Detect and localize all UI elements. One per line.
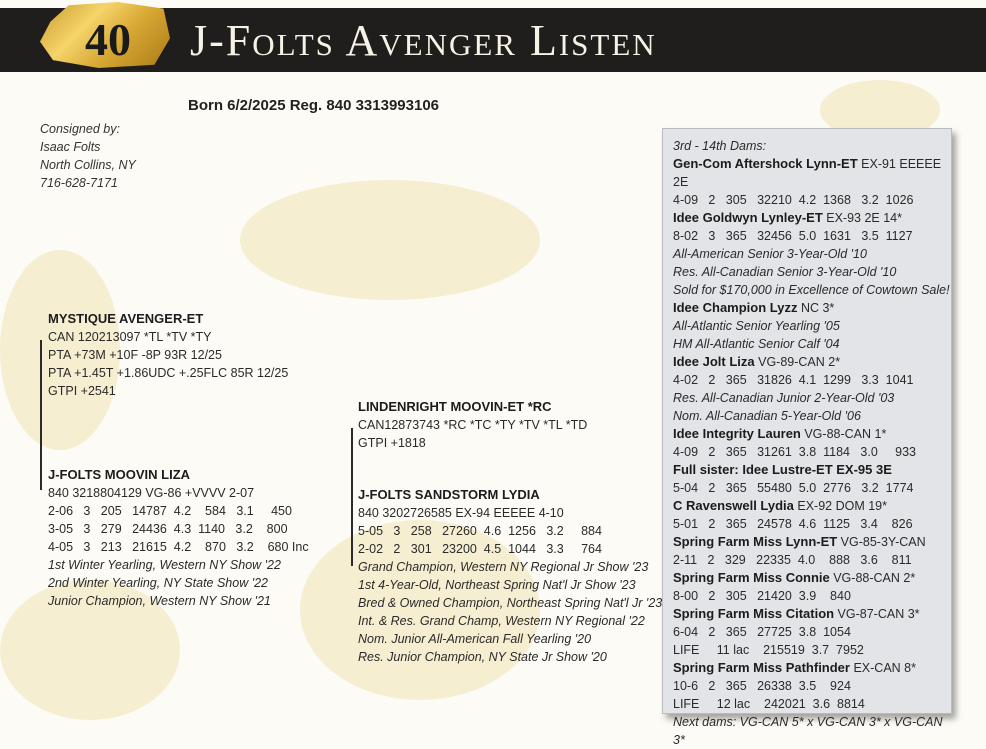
dam-entry [673, 209, 951, 227]
dam-line: 840 3218804129 VG-86 +VVVV 2-07 [48, 486, 255, 500]
dam-entry-classification: VG-87-CAN 3* [834, 607, 920, 621]
dam-entry-name: Gen-Com Aftershock Lynn-ET [673, 156, 858, 171]
dam-entry-classification: EX-92 DOM 19* [793, 499, 887, 513]
production-record: 4-02 2 365 31826 4.1 1299 3.3 1041 [673, 373, 914, 387]
granddam-honor: Grand Champion, Western NY Regional Jr Show '23 [358, 560, 649, 574]
consignor-line: North Collins, NY [40, 158, 136, 172]
granddam-honor: Res. Junior Champion, NY State Jr Show '20 [358, 650, 607, 664]
consignor-line: Isaac Folts [40, 140, 101, 154]
consignor-info [40, 120, 136, 192]
dam-entry-classification: NC 3* [797, 301, 835, 315]
page-title: J-Folts Avenger Listen [190, 16, 657, 65]
grandsire-line: CAN12873743 *RC *TC *TY *TV *TL *TD [358, 418, 588, 432]
dam-honor: All-Atlantic Senior Yearling '05 [673, 319, 840, 333]
dam-honor: Res. All-Canadian Junior 2-Year-Old '03 [673, 391, 895, 405]
dam-entry-name: Idee Goldwyn Lynley-ET [673, 210, 823, 225]
production-record: 5-04 2 365 55480 5.0 2776 3.2 1774 [673, 481, 914, 495]
dam-honor: Nom. All-Canadian 5-Year-Old '06 [673, 409, 861, 423]
dam-entry [673, 497, 951, 515]
granddam-honor: Int. & Res. Grand Champ, Western NY Regional '22 [358, 614, 645, 628]
dam-entry [673, 155, 951, 191]
pedigree-line [351, 428, 353, 566]
production-record: 3-05 3 279 24436 4.3 1140 3.2 800 [48, 522, 288, 536]
dam-honor: Res. All-Canadian Senior 3-Year-Old '10 [673, 265, 897, 279]
dam-entry-name: Idee Champion Lyzz [673, 300, 798, 315]
dam-entry-name: Spring Farm Miss Connie [673, 570, 830, 585]
dam-entry-name: Spring Farm Miss Citation [673, 606, 835, 621]
dam-honor: 1st Winter Yearling, Western NY Show '22 [48, 558, 281, 572]
production-record: 2-06 3 205 14787 4.2 584 3.1 450 [48, 504, 292, 518]
granddam-line: 840 3202726585 EX-94 EEEEE 4-10 [358, 506, 564, 520]
production-record: 2-11 2 329 22335 4.0 888 3.6 811 [673, 553, 912, 567]
dam-entry-name: C Ravenswell Lydia [673, 498, 794, 513]
granddam-honor: Nom. Junior All-American Fall Yearling '20 [358, 632, 592, 646]
production-record: 4-05 3 213 21615 4.2 870 3.2 680 Inc [48, 540, 309, 554]
granddam-honor: 1st 4-Year-Old, Northeast Spring Nat'l Jr Show '23 [358, 578, 636, 592]
dams-panel [662, 128, 952, 747]
dam-entry-name: Idee Integrity Lauren [673, 426, 801, 441]
production-record: 4-09 2 365 31261 3.8 1184 3.0 933 [673, 445, 917, 459]
dam-entry-name: Full sister: Idee Lustre-ET EX-95 3E [673, 462, 892, 477]
dam-entry [673, 659, 951, 677]
dam-entry [673, 461, 951, 479]
grandsire-line: GTPI +1818 [358, 436, 426, 450]
sire-line: PTA +1.45T +1.86UDC +.25FLC 85R 12/25 [48, 366, 289, 380]
dam-entry-classification: VG-89-CAN 2* [754, 355, 841, 369]
dam-entry [673, 299, 951, 317]
gold-splash [240, 180, 540, 300]
dam-entry-classification: EX-93 2E 14* [822, 211, 902, 225]
pedigree-line [40, 340, 42, 490]
dam-entry-classification: VG-88-CAN 1* [800, 427, 887, 441]
dam-entry-classification: EX-CAN 8* [849, 661, 916, 675]
dam-entry-classification: VG-85-3Y-CAN [837, 535, 926, 549]
dams-heading: 3rd - 14th Dams: [673, 139, 767, 153]
production-record: 8-00 2 305 21420 3.9 840 [673, 589, 851, 603]
granddam-honor: Bred & Owned Champion, Northeast Spring Nat'l Jr '23 [358, 596, 663, 610]
production-record: 4-09 2 305 32210 4.2 1368 3.2 1026 [673, 193, 914, 207]
production-record: 10-6 2 365 26338 3.5 924 [673, 679, 851, 693]
grandsire-name: LINDENRIGHT MOOVIN-ET *RC [358, 399, 552, 414]
dam-name: J-FOLTS MOOVIN LIZA [48, 467, 191, 482]
dam-entry [673, 533, 951, 551]
dam-honor: Sold for $170,000 in Excellence of Cowtown Sale! [673, 283, 950, 297]
dams-list [673, 155, 951, 749]
dam-entry-name: Spring Farm Miss Lynn-ET [673, 534, 838, 549]
sire-line: GTPI +2541 [48, 384, 116, 398]
dam-honor: Junior Champion, Western NY Show '21 [48, 594, 271, 608]
production-record: LIFE 11 lac 215519 3.7 7952 [673, 643, 864, 657]
sire-line: PTA +73M +10F -8P 93R 12/25 [48, 348, 222, 362]
consignor-line: 716-628-7171 [40, 176, 118, 190]
dam-block [48, 466, 309, 610]
dam-honor: Next dams: VG-CAN 5* x VG-CAN 3* x VG-CAN 3* [673, 715, 943, 747]
dam-entry-classification: VG-88-CAN 2* [829, 571, 916, 585]
sire-name: MYSTIQUE AVENGER-ET [48, 311, 204, 326]
dam-entry [673, 569, 951, 587]
production-record: 8-02 3 365 32456 5.0 1631 3.5 1127 [673, 229, 913, 243]
dam-entry [673, 605, 951, 623]
dam-entry [673, 425, 951, 443]
granddam-name: J-FOLTS SANDSTORM LYDIA [358, 487, 540, 502]
sire-block [48, 310, 288, 400]
grandsire-block [358, 398, 587, 452]
dam-honor: HM All-Atlantic Senior Calf '04 [673, 337, 840, 351]
production-record: LIFE 12 lac 242021 3.6 8814 [673, 697, 865, 711]
dam-entry [673, 353, 951, 371]
dam-honor: All-American Senior 3-Year-Old '10 [673, 247, 867, 261]
dam-honor: 2nd Winter Yearling, NY State Show '22 [48, 576, 269, 590]
consignor-line: Consigned by: [40, 122, 120, 136]
dam-entry-name: Spring Farm Miss Pathfinder [673, 660, 850, 675]
lot-number: 40 [85, 14, 131, 65]
granddam-block [358, 486, 662, 666]
production-record: 5-01 2 365 24578 4.6 1125 3.4 826 [673, 517, 913, 531]
sire-line: CAN 120213097 *TL *TV *TY [48, 330, 212, 344]
production-record: 5-05 3 258 27260 4.6 1256 3.2 884 [358, 524, 602, 538]
production-record: 6-04 2 365 27725 3.8 1054 [673, 625, 851, 639]
dam-entry-classification: EX-91 EEEEE 2E [673, 157, 942, 189]
dam-entry-name: Idee Jolt Liza [673, 354, 755, 369]
birth-registration: Born 6/2/2025 Reg. 840 3313993106 [188, 97, 440, 114]
production-record: 2-02 2 301 23200 4.5 1044 3.3 764 [358, 542, 602, 556]
